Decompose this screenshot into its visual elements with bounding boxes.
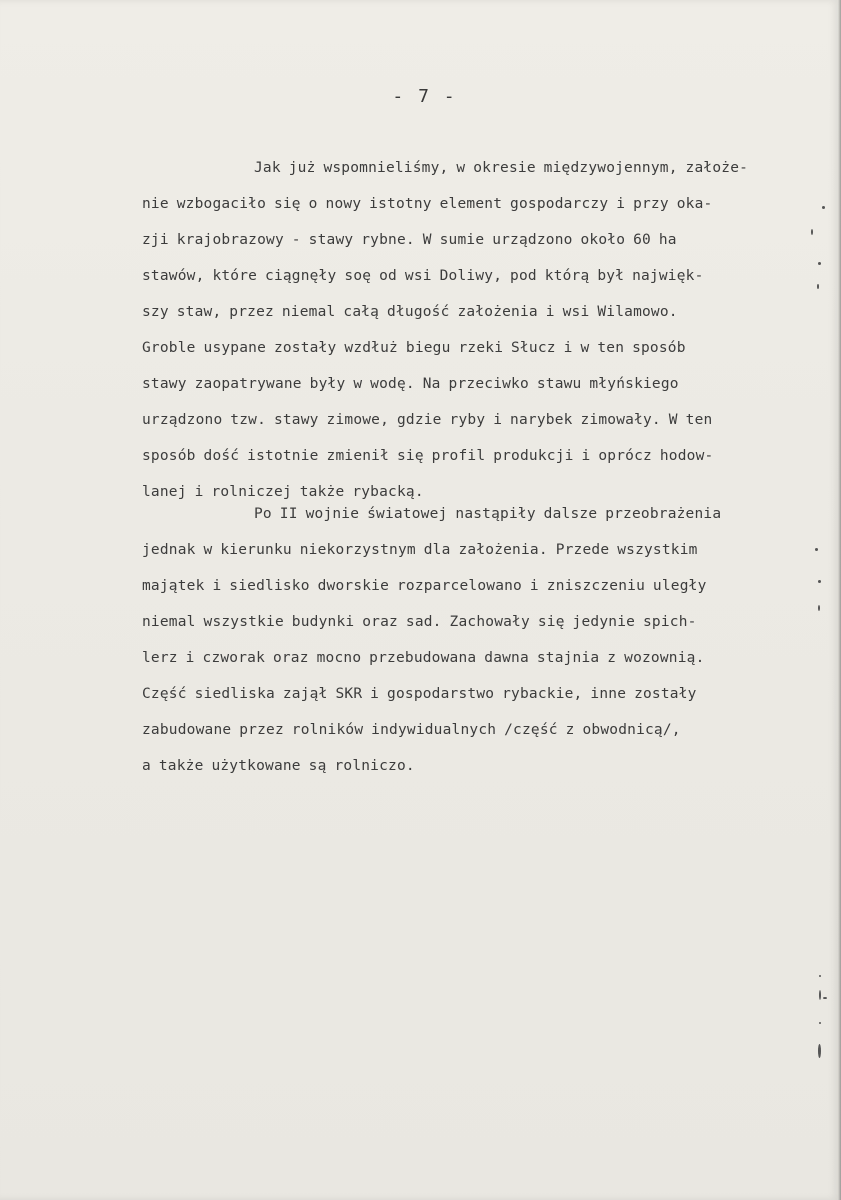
text-line: sposób dość istotnie zmienił się profil produkcji i oprócz hodow- bbox=[142, 448, 714, 464]
text-line: Po II wojnie światowej nastąpiły dalsze przeobrażenia bbox=[254, 506, 722, 522]
text-line: majątek i siedlisko dworskie rozparcelowano i zniszczeniu uległy bbox=[142, 578, 707, 594]
document-body bbox=[0, 150, 841, 790]
text-line: Część siedliska zajął SKR i gospodarstwo rybackie, inne zostały bbox=[142, 686, 697, 702]
page-number: - 7 - bbox=[392, 86, 457, 107]
text-line: lanej i rolniczej także rybacką. bbox=[142, 484, 424, 500]
text-line: stawów, które ciągnęły soę od wsi Doliwy, pod którą był najwięk- bbox=[142, 268, 704, 284]
text-line: Groble usypane zostały wzdłuż biegu rzeki Słucz i w ten sposób bbox=[142, 340, 686, 356]
scan-speck bbox=[817, 284, 819, 289]
text-line: szy staw, przez niemal całą długość założenia i wsi Wilamowo. bbox=[142, 304, 678, 320]
text-line: zabudowane przez rolników indywidualnych /część z obwodnicą/, bbox=[142, 722, 681, 738]
scan-speck bbox=[818, 262, 821, 265]
text-line: zji krajobrazowy - stawy rybne. W sumie urządzono około 60 ha bbox=[142, 232, 677, 248]
scan-speck bbox=[819, 1022, 821, 1024]
scan-speck bbox=[823, 997, 827, 999]
scan-speck bbox=[819, 975, 821, 977]
text-line: urządzono tzw. stawy zimowe, gdzie ryby i narybek zimowały. W ten bbox=[142, 412, 713, 428]
scan-speck bbox=[818, 1044, 821, 1058]
text-line: lerz i czworak oraz mocno przebudowana dawna stajnia z wozownią. bbox=[142, 650, 705, 666]
scan-speck bbox=[815, 548, 818, 551]
scan-speck bbox=[811, 229, 813, 235]
text-line: nie wzbogaciło się o nowy istotny element gospodarczy i przy oka- bbox=[142, 196, 713, 212]
scan-speck bbox=[819, 990, 821, 1000]
text-line: niemal wszystkie budynki oraz sad. Zachowały się jedynie spich- bbox=[142, 614, 697, 630]
text-line: stawy zaopatrywane były w wodę. Na przeciwko stawu młyńskiego bbox=[142, 376, 679, 392]
scan-speck bbox=[822, 206, 825, 209]
text-line: a także użytkowane są rolniczo. bbox=[142, 758, 415, 774]
text-line: jednak w kierunku niekorzystnym dla założenia. Przede wszystkim bbox=[142, 542, 698, 558]
text-line: Jak już wspomnieliśmy, w okresie międzywojennym, założe- bbox=[254, 160, 749, 176]
scan-speck bbox=[818, 580, 821, 583]
scan-speck bbox=[818, 605, 820, 611]
